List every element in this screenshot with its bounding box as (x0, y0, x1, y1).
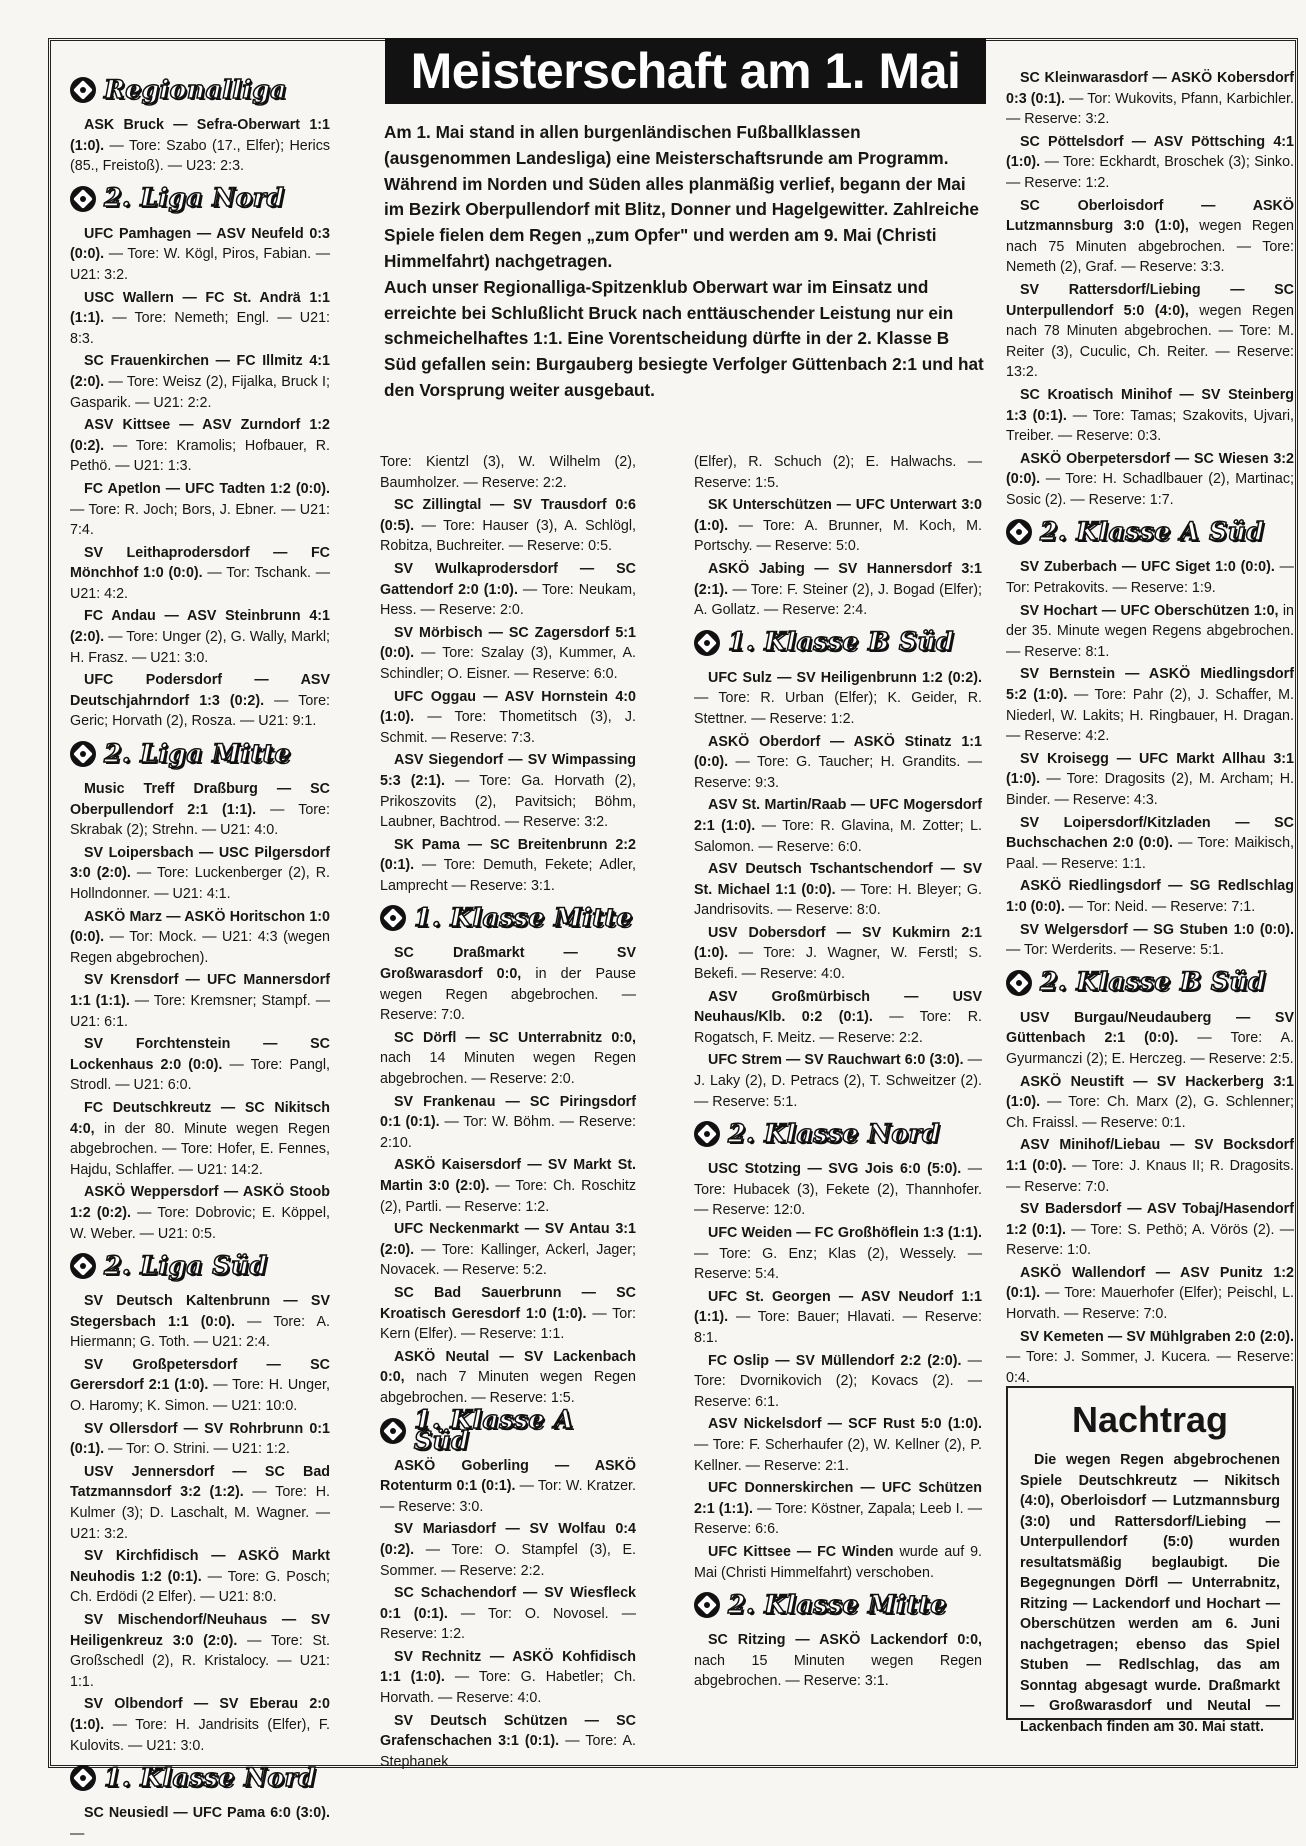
match-details: — Tore: S. Pethö; A. Vörös (2). — Reserve: 1:0. (1006, 1221, 1294, 1259)
football-icon (694, 630, 720, 656)
match-result (380, 1155, 636, 1217)
match-teams-score: ASKÖ Kaisersdorf — SV Markt St. Martin 3:0 (2:0). (380, 1157, 636, 1194)
match-details: — Tore: Dvornikovich (2); Kovacs (2). — Reserve: 6:1. (694, 1352, 982, 1410)
match-details: — Tore: Kallinger, Ackerl, Jager; Novacek. — Reserve: 5:2. (380, 1241, 636, 1279)
match-teams-score: FC Deutschkreutz — SC Nikitsch 4:0, (70, 1099, 330, 1137)
match-result (380, 623, 636, 685)
match-details: — Tore: Thometitsch (3), J. Schmit. — Reserve: 7:3. (380, 709, 636, 746)
match-teams-score: UFC Donnerskirchen — UFC Schützen 2:1 (1:1). (694, 1480, 982, 1517)
match-teams-score: SV Kroisegg — UFC Markt Allhau 3:1 (1:0). (1006, 750, 1294, 788)
match-result (70, 1694, 330, 1756)
match-details: — Tore: H. Kulmer (3); D. Laschalt, M. Wagner. — U21: 3:2. (70, 1484, 330, 1542)
match-teams-score: ASK Bruck — Sefra-Oberwart 1:1 (1:0). (70, 117, 330, 154)
nachtrag-text: Die wegen Regen abgebrochenen Spiele Deutschkreutz — Nikitsch (4:0), Oberloisdorf — Lutzmannsburg (3:0) und Rattersdorf/Liebing — Unterpullendorf (5:0) wurden resultatsmäßig beglaubigt. Die Begegnungen Dörfl — Unterrabnitz, Ritzing — Lackendorf und Hochart — Oberschützen werden am 6. Juni nachgetragen; ebenso das Spiel Stuben — Redlschlag, das am Sonntag abgesagt wurde. Draßmarkt — Großwarasdorf und Neutal — Lackenbach finden am 30. Mai statt. (1020, 1452, 1280, 1735)
match-teams-score: Music Treff Draßburg — SC Oberpullendorf 2:1 (1:1). (70, 781, 330, 818)
match-details: — Tore: Pahr (2), J. Schaffer, M. Niederl, W. Lakits; H. Ringbauer, H. Dragan. — Reserve: 4:2. (1006, 687, 1294, 745)
match-details: — Tore: Luckenberger (2), R. Hollndonner. — U21: 4:1. (70, 865, 330, 902)
match-teams-score: ASV Nickelsdorf — SCF Rust 5:0 (1:0). (708, 1416, 982, 1433)
match-result (1006, 749, 1294, 811)
match-teams-score: SC Zillingtal — SV Trausdorf 0:6 (0:5). (380, 497, 636, 534)
match-result (380, 1092, 636, 1154)
match-teams-score: UFC Sulz — SV Heiligenbrunn 1:2 (0:2). (708, 669, 982, 686)
match-result (694, 668, 982, 730)
match-details: — Tore: Dragosits (2), M. Archam; H. Binder. — Reserve: 4:3. (1006, 771, 1294, 808)
match-teams-score: SC Frauenkirchen — FC Illmitz 4:1 (2:0). (70, 353, 330, 390)
section-header (380, 1404, 636, 1455)
match-details: — Tore: F. Scherhaufer (2), W. Kellner (2), P. Kellner. — Reserve: 2:1. (694, 1436, 982, 1474)
match-teams-score: ASKÖ Neustift — SV Hackerberg 3:1 (1:0). (1006, 1073, 1294, 1111)
match-teams-score: SV Kirchfidisch — ASKÖ Markt Neuhodis 1:2 (0:1). (70, 1548, 330, 1585)
match-teams-score: ASKÖ Oberpetersdorf — SC Wiesen 3:2 (0:0). (1006, 450, 1294, 488)
section-header (1006, 967, 1294, 999)
match-details: — Tore: G. Habetler; Ch. Horvath. — Reserve: 4:0. (380, 1669, 636, 1707)
match-details: — Tore: Pangl, Strodl. — U21: 6:0. (70, 1056, 331, 1094)
match-teams-score: UFC Kittsee — FC Winden (708, 1543, 894, 1560)
match-teams-score: ASV Großmürbisch — USV Neuhaus/Klb. 0:2 (0:1). (694, 988, 982, 1026)
section-header (694, 1589, 982, 1621)
match-result (694, 1630, 982, 1692)
match-teams-score: SK Pama — SC Breitenbrunn 2:2 (0:1). (380, 836, 636, 874)
match-teams-score: SC Neusiedl — UFC Pama 6:0 (3:0). (84, 1805, 330, 1822)
section-title: 2. Klasse A Süd (1040, 517, 1265, 547)
match-result (70, 115, 330, 177)
column-1 (70, 68, 330, 1846)
match-details: — Tore: R. Glavina, M. Zotter; L. Salomon. — Reserve: 6:0. (694, 817, 982, 855)
match-details: — Tore: R. Joch; Bors, J. Ebner. — U21: 7:4. (70, 501, 330, 539)
match-result (380, 495, 636, 557)
match-result (380, 943, 636, 1025)
match-details: — Tore: W. Kögl, Piros, Fabian. — U21: 3:2. (70, 246, 330, 283)
match-result (380, 835, 636, 897)
match-teams-score: SV Leithaprodersdorf — FC Mönchhof 1:0 (0:0). (70, 544, 330, 582)
match-teams-score: USC Stotzing — SVG Jois 6:0 (5:0). (708, 1161, 962, 1178)
match-teams-score: SV Forchtenstein — SC Lockenhaus 2:0 (0:0). (70, 1036, 330, 1073)
match-result (694, 1414, 982, 1476)
match-teams-score: SV Kemeten — SV Mühlgraben 2:0 (2:0). (1020, 1328, 1294, 1345)
match-result (1006, 1072, 1294, 1134)
match-details: wegen Regen nach 75 Minuten abgebrochen. — Tore: Nemeth (2), Graf. — Reserve: 3:3. (1006, 218, 1294, 276)
match-result (1006, 280, 1294, 383)
match-teams-score: ASKÖ Riedlingsdorf — SG Redlschlag 1:0 (0:0). (1006, 878, 1294, 915)
match-continued: Tore: Kientzl (3), W. Wilhelm (2), Baumholzer. — Reserve: 2:2. (380, 454, 636, 491)
football-icon (1006, 519, 1032, 545)
section-header (70, 738, 330, 770)
match-details: — Tore: A. Gyurmanczi (2); E. Herczeg. — Reserve: 2:5. (1006, 1030, 1294, 1067)
match-teams-score: SV Wulkaprodersdorf — SC Gattendorf 2:0 (1:0). (380, 560, 636, 598)
match-result (694, 859, 982, 921)
match-details: — Tore: Eckhardt, Broschek (3); Sinko. — Reserve: 1:2. (1006, 154, 1294, 191)
match-details: — Tore: G. Enz; Klas (2), Wessely. — Reserve: 5:4. (694, 1245, 982, 1283)
section-header (70, 183, 330, 215)
match-result (70, 606, 330, 668)
match-details: — Tor: Werderits. — Reserve: 5:1. (1006, 942, 1224, 959)
match-result (694, 1351, 982, 1413)
column-2 (380, 452, 636, 1774)
match-result (694, 559, 982, 621)
match-continued: (Elfer), R. Schuch (2); E. Halwachs. — Reserve: 1:5. (694, 454, 982, 491)
match-teams-score: ASV St. Martin/Raab — UFC Mogersdorf 2:1 (1:0). (694, 797, 982, 834)
column-4 (1006, 68, 1294, 1390)
football-icon (380, 905, 406, 931)
football-icon (70, 1765, 96, 1791)
match-details: — Tore: Geric; Horvath (2), Rosza. — U21: 9:1. (70, 692, 330, 730)
match-teams-score: SV Hochart — UFC Oberschützen 1:0, (1020, 602, 1279, 619)
match-teams-score: SV Loipersbach — USC Pilgersdorf 3:0 (2:0). (70, 844, 330, 882)
football-icon (70, 1253, 96, 1279)
match-result (380, 1283, 636, 1345)
match-details: — Tore: Hauser (3), A. Schlögl, Robitza, Buchreiter. — Reserve: 0:5. (380, 517, 636, 555)
match-teams-score: SC Kroatisch Minihof — SV Steinberg 1:3 (0:1). (1006, 386, 1294, 424)
match-result (380, 1219, 636, 1281)
match-result (70, 1419, 330, 1460)
section-title: 2. Liga Nord (104, 183, 285, 213)
match-teams-score: SV Großpetersdorf — SC Gerersdorf 2:1 (1:0). (70, 1356, 330, 1394)
football-icon (1006, 970, 1032, 996)
match-result (1006, 557, 1294, 598)
match-teams-score: SC Dörfl — SC Unterrabnitz 0:0, (394, 1029, 636, 1046)
match-details: — Tor: W. Böhm. — Reserve: 2:10. (380, 1114, 636, 1151)
match-teams-score: SV Mariasdorf — SV Wolfau 0:4 (0:2). (380, 1521, 636, 1558)
section-title: 1. Klasse B Süd (728, 627, 955, 657)
football-icon (694, 1121, 720, 1147)
section-header (694, 1118, 982, 1150)
match-result (694, 1287, 982, 1349)
match-result (70, 1355, 330, 1417)
match-details: — Tore: Hubacek (3), Fekete (2), Thannhofer. — Reserve: 12:0. (694, 1161, 982, 1219)
match-teams-score: ASV Deutsch Tschantschendorf — SV St. Michael 1:1 (0:0). (694, 861, 982, 898)
match-result (694, 987, 982, 1049)
match-details: — Tore: St. Großschedl (2), R. Kristalocy. — U21: 1:1. (70, 1632, 330, 1690)
match-details: nach 7 Minuten wegen Regen abgebrochen. — Reserve: 1:5. (380, 1369, 636, 1406)
match-result (1006, 132, 1294, 194)
match-details: — Tore: Szalay (3), Kummer, A. Schindler; O. Eisner. — Reserve: 6:0. (380, 645, 636, 682)
match-result (70, 843, 330, 905)
football-icon (70, 186, 96, 212)
match-result (70, 1098, 330, 1180)
match-teams-score: SV Welgersdorf — SG Stuben 1:0 (0:0). (1020, 921, 1294, 938)
match-result (70, 907, 330, 969)
match-teams-score: UFC Neckenmarkt — SV Antau 3:1 (2:0). (380, 1221, 636, 1258)
section-title: 1. Klasse Nord (104, 1762, 317, 1792)
match-result (1006, 813, 1294, 875)
match-teams-score: SV Badersdorf — ASV Tobaj/Hasendorf 1:2 (0:1). (1006, 1201, 1294, 1238)
match-result (380, 1347, 636, 1409)
football-icon (694, 1592, 720, 1618)
match-teams-score: SV Bernstein — ASKÖ Miedlingsdorf 5:2 (1:0). (1006, 666, 1294, 704)
match-result (1006, 601, 1294, 663)
match-result (380, 1711, 636, 1773)
football-icon (70, 77, 96, 103)
match-teams-score: SC Kleinwarasdorf — ASKÖ Kobersdorf 0:3 (0:1). (1006, 70, 1294, 107)
match-teams-score: USV Jennersdorf — SC Bad Tatzmannsdorf 3:2 (1:2). (70, 1463, 330, 1501)
nachtrag-title: Nachtrag (1071, 1399, 1229, 1440)
match-teams-score: ASKÖ Neutal — SV Lackenbach 0:0, (380, 1348, 636, 1386)
match-teams-score: ASKÖ Weppersdorf — ASKÖ Stoob 1:2 (0:2). (70, 1184, 330, 1221)
match-details: — Tore: Unger (2), G. Wally, Markl; H. Frasz. — U21: 3:0. (70, 629, 330, 666)
match-result (70, 1610, 330, 1692)
match-details: — (70, 1825, 85, 1842)
match-details: — Tore: Kremsner; Stampf. — U21: 6:1. (70, 992, 330, 1030)
match-details: — Tor: O. Novosel. — Reserve: 1:2. (380, 1605, 636, 1643)
match-result (70, 1291, 330, 1353)
match-result (694, 923, 982, 985)
match-details: — Tore: Ch. Roschitz (2), Partli. — Reserve: 1:2. (380, 1178, 637, 1215)
match-teams-score: UFC Pamhagen — ASV Neufeld 0:3 (0:0). (70, 225, 330, 263)
match-teams-score: SV Ollersdorf — SV Rohrbrunn 0:1 (0:1). (70, 1420, 330, 1458)
match-teams-score: SV Olbendorf — SV Eberau 2:0 (1:0). (70, 1696, 330, 1733)
section-header (70, 1762, 330, 1794)
match-result (694, 732, 982, 794)
match-details: — Tore: Tamas; Szakovits, Ujvari, Treiber. — Reserve: 0:3. (1006, 407, 1295, 445)
match-teams-score: ASV Kittsee — ASV Zurndorf 1:2 (0:2). (70, 417, 330, 454)
match-teams-score: UFC Podersdorf — ASV Deutschjahrndorf 1:3 (0:2). (70, 672, 330, 709)
section-title: 2. Liga Süd (104, 1250, 268, 1280)
match-details: — Tore: Neukam, Hess. — Reserve: 2:0. (380, 581, 636, 619)
match-result (694, 1478, 982, 1540)
match-details: — J. Laky (2), D. Petracs (2), T. Schweitzer (2). — Reserve: 5:1. (694, 1052, 982, 1110)
section-title: 2. Klasse Nord (728, 1118, 941, 1148)
match-details: — Tor: Wukovits, Pfann, Karbichler. — Reserve: 3:2. (1006, 90, 1294, 128)
match-details: — Tor: Petrakovits. — Reserve: 1:9. (1006, 559, 1294, 597)
match-result (70, 479, 330, 541)
match-teams-score: USV Dobersdorf — SV Kukmirn 2:1 (1:0). (694, 924, 982, 962)
match-result (694, 1050, 982, 1112)
match-details: — Tore: H. Unger, O. Haromy; K. Simon. — U21: 10:0. (70, 1377, 330, 1415)
match-teams-score: SV Mörbisch — SC Zagersdorf 5:1 (0:0). (380, 624, 636, 662)
match-details: — Tore: J. Wagner, W. Ferstl; S. Bekefi. — Reserve: 4:0. (694, 945, 982, 983)
match-teams-score: SV Mischendorf/Neuhaus — SV Heiligenkreuz 3:0 (2:0). (70, 1612, 330, 1649)
match-teams-score: ASV Minihof/Liebau — SV Bocksdorf 1:1 (0:0). (1006, 1137, 1294, 1174)
section-title: Regionalliga (104, 74, 287, 104)
match-result (1006, 664, 1294, 746)
match-result (70, 1462, 330, 1544)
match-result (70, 1034, 330, 1096)
section-header (70, 74, 330, 106)
match-result (380, 559, 636, 621)
match-details: — Tore: F. Steiner (2), J. Bogad (Elfer); A. Gollatz. — Reserve: 2:4. (694, 581, 982, 619)
match-details: — Tore: H. Schadlbauer (2), Martinac; Sosic (2). — Reserve: 1:7. (1006, 471, 1294, 508)
match-details: wegen Regen nach 78 Minuten abgebrochen. — Tore: M. Reiter (3), Cuculic, Ch. Reiter. — Reserve: 13:2. (1006, 302, 1294, 381)
match-teams-score: ASKÖ Goberling — ASKÖ Rotenturm 0:1 (0:1). (380, 1457, 636, 1495)
match-result (70, 543, 330, 605)
match-details: — Tore: Dobrovic; E. Köppel, W. Weber. — U21: 0:5. (70, 1204, 330, 1242)
match-result (70, 415, 330, 477)
match-teams-score: SV Loipersdorf/Kitzladen — SC Buchschachen 2:0 (0:0). (1006, 814, 1294, 852)
section-title: 1. Klasse A Süd (414, 1404, 574, 1455)
match-result (694, 1223, 982, 1285)
nachtrag-box (1006, 1386, 1294, 1735)
match-teams-score: SV Rechnitz — ASKÖ Kohfidisch 1:1 (1:0). (380, 1648, 636, 1686)
match-teams-score: SC Bad Sauerbrunn — SC Kroatisch Geresdorf 1:0 (1:0). (380, 1284, 636, 1322)
match-details: — Tore: G. Taucher; H. Grandits. — Reserve: 9:3. (694, 754, 982, 791)
match-teams-score: ASV Siegendorf — SV Wimpassing 5:3 (2:1). (380, 752, 636, 789)
match-teams-score: UFC Strem — SV Rauchwart 6:0 (3:0). (708, 1052, 964, 1069)
match-teams-score: SC Schachendorf — SV Wiesfleck 0:1 (0:1). (380, 1585, 636, 1622)
match-teams-score: UFC St. Georgen — ASV Neudorf 1:1 (1:1). (694, 1288, 982, 1326)
match-result (70, 670, 330, 732)
match-result (380, 1583, 636, 1645)
match-details: — Tore: Skrabak (2); Strehn. — U21: 4:0. (70, 801, 330, 839)
match-details: — Tore: Bauer; Hlavati. — Reserve: 8:1. (694, 1309, 982, 1346)
match-teams-score: FC Oslip — SV Müllendorf 2:2 (2:0). (708, 1352, 962, 1369)
match-result (70, 224, 330, 286)
match-result (70, 288, 330, 350)
match-result (1006, 920, 1294, 961)
football-icon (380, 1418, 406, 1444)
match-details: — Tor: Neid. — Reserve: 7:1. (1064, 898, 1256, 915)
match-details: — Tore: Mauerhofer (Elfer); Peischl, L. Horvath. — Reserve: 7:0. (1006, 1285, 1294, 1323)
match-details: — Tore: J. Sommer, J. Kucera. — Reserve: 0:4. (1006, 1349, 1294, 1386)
football-icon (70, 741, 96, 767)
match-result (1006, 876, 1294, 917)
match-result (1006, 1135, 1294, 1197)
headline: Meisterschaft am 1. Mai (385, 38, 986, 104)
match-details: — Tor: Tschank. — U21: 4:2. (70, 565, 331, 602)
match-details: — Tore: J. Knaus II; R. Dragosits. — Reserve: 7:0. (1006, 1157, 1295, 1195)
match-result (1006, 1008, 1294, 1070)
match-teams-score: SV Frankenau — SC Piringsdorf 0:1 (0:1). (380, 1093, 636, 1131)
section-header (694, 627, 982, 659)
match-result (1006, 1263, 1294, 1325)
match-teams-score: SC Oberloisdorf — ASKÖ Lutzmannsburg 3:0 (1:0), (1006, 197, 1294, 235)
lead-text (384, 120, 986, 404)
section-title: 2. Klasse B Süd (1040, 967, 1267, 997)
match-details: — Tor: Kern (Elfer). — Reserve: 1:1. (380, 1305, 636, 1343)
match-teams-score: FC Apetlon — UFC Tadten 1:2 (0:0). (84, 480, 330, 497)
match-details: — Tore: O. Stampfel (3), E. Sommer. — Reserve: 2:2. (380, 1541, 636, 1579)
match-result (380, 1028, 636, 1090)
match-details: — Tore: A. Hiermann; G. Toth. — U21: 2:4. (70, 1313, 330, 1351)
match-details: — Tore: R. Urban (Elfer); K. Geider, R. Stettner. — Reserve: 1:2. (694, 690, 982, 727)
match-teams-score: ASKÖ Jabing — SV Hannersdorf 3:1 (2:1). (694, 560, 982, 598)
match-teams-score: ASKÖ Oberdorf — ASKÖ Stinatz 1:1 (0:0). (694, 733, 982, 771)
match-details: — Tor: W. Kratzer. — Reserve: 3:0. (380, 1478, 637, 1515)
section-header (380, 902, 636, 934)
match-result (380, 687, 636, 749)
match-details: in der Pause wegen Regen abgebrochen. — Reserve: 7:0. (380, 966, 637, 1024)
match-details: — Tore: A. Stephanek (380, 1733, 636, 1770)
match-details: nach 14 Minuten wegen Regen abgebrochen. — Reserve: 2:0. (380, 1050, 636, 1088)
match-details: — Tore: Köstner, Zapala; Leeb I. — Reserve: 6:6. (694, 1500, 982, 1538)
match-result (70, 1182, 330, 1244)
match-result (70, 970, 330, 1032)
match-result (694, 495, 982, 557)
section-title: 2. Liga Mitte (104, 738, 291, 768)
match-teams-score: FC Andau — ASV Steinbrunn 4:1 (2:0). (70, 608, 330, 646)
column-3 (694, 452, 982, 1694)
match-teams-score: UFC Weiden — FC Großhöflein 1:3 (1:1). (708, 1225, 982, 1241)
match-details: — Tore: Ch. Marx (2), G. Schlenner; Ch. Fraissl. — Reserve: 0:1. (1006, 1094, 1294, 1131)
match-details: — Tore: G. Posch; Ch. Erdödi (2 Elfer). — U21: 8:0. (70, 1568, 330, 1606)
match-details: — Tore: H. Jandrisits (Elfer), F. Kulovits. — U21: 3:0. (70, 1716, 330, 1754)
match-teams-score: USC Wallern — FC St. Andrä 1:1 (1:1). (70, 289, 330, 327)
match-result (70, 779, 330, 841)
match-result (70, 351, 330, 413)
lead-paragraph: Am 1. Mai stand in allen burgenländischen Fußballklassen (ausgenommen Landesliga) eine Meisterschaftsrunde am Programm. Während im Norden und Süden alles planmäßig verlief, begann der Mai im Bezirk Oberpullendorf mit Blitz, Donner und Hagelgewitter. Zahlreiche Spiele fielen dem Regen „zum Opfer" und werden am 9. Mai (Christi Himmelfahrt) nachgetragen. (384, 122, 979, 271)
match-details: — Tore: Kramolis; Hofbauer, R. Pethö. — U21: 1:3. (70, 437, 330, 475)
match-details: nach 15 Minuten wegen Regen abgebrochen. — Reserve: 3:1. (694, 1652, 982, 1690)
match-details: — Tor: O. Strini. — U21: 1:2. (104, 1441, 290, 1458)
match-result (70, 1803, 330, 1844)
match-details: — Tore: Demuth, Fekete; Adler, Lamprecht — Reserve: 3:1. (380, 857, 636, 894)
match-result (380, 1647, 636, 1709)
match-teams-score: SV Deutsch Schützen — SC Grafenschachen 3:1 (0:1). (380, 1712, 636, 1750)
match-teams-score: ASKÖ Marz — ASKÖ Horitschon 1:0 (0:0). (70, 908, 330, 946)
match-result (1006, 449, 1294, 511)
match-teams-score: SV Krensdorf — UFC Mannersdorf 1:1 (1:1). (70, 972, 330, 1009)
section-header (70, 1250, 330, 1282)
match-teams-score: ASKÖ Wallendorf — ASV Punitz 1:2 (0:1). (1006, 1264, 1294, 1302)
match-teams-score: USV Burgau/Neudauberg — SV Güttenbach 2:1 (0:0). (1006, 1009, 1294, 1047)
match-details: — Tore: Ga. Horvath (2), Prikoszovits (2), Pavitsich; Böhm, Laubner, Bachtrod. — Reserve: 3:2. (380, 772, 637, 831)
match-result (1006, 1327, 1294, 1389)
match-teams-score: SV Rattersdorf/Liebing — SC Unterpullendorf 5:0 (4:0), (1006, 281, 1294, 319)
match-teams-score: SC Pöttelsdorf — ASV Pöttsching 4:1 (1:0). (1006, 133, 1294, 171)
match-result (380, 1456, 636, 1518)
lead-paragraph: Auch unser Regionalliga-Spitzenklub Oberwart war im Einsatz und erreichte bei Schlußlicht Bruck nach enttäuschender Leistung nur ein schmeichelhaftes 1:1. Eine Vorentscheidung dürfte in der 2. Klasse B Süd gefallen sein: Burgauberg besiegte Verfolger Güttenbach 2:1 und hat den Vorsprung weiter ausgebaut. (384, 276, 984, 400)
match-details: — Tore: Nemeth; Engl. — U21: 8:3. (70, 310, 330, 347)
match-details: — Tore: Weisz (2), Fijalka, Bruck I; Gasparik. — U21: 2:2. (70, 373, 330, 411)
match-details: wurde auf 9. Mai (Christi Himmelfahrt) verschoben. (694, 1543, 982, 1581)
match-result (1006, 385, 1294, 447)
match-teams-score: SK Unterschützen — UFC Unterwart 3:0 (1:0). (694, 497, 982, 534)
match-details: — Tore: Maikisch, Paal. — Reserve: 1:1. (1006, 835, 1294, 872)
match-details: in der 35. Minute wegen Regens abgebrochen. — Reserve: 8:1. (1006, 602, 1294, 660)
match-result (380, 750, 636, 832)
match-result (1006, 68, 1294, 130)
section-title: 1. Klasse Mitte (414, 903, 633, 933)
match-result (694, 795, 982, 857)
match-teams-score: SV Deutsch Kaltenbrunn — SV Stegersbach 1:1 (0:0). (70, 1293, 330, 1330)
match-details: — Tore: Szabo (17., Elfer); Herics (85., Freistoß). — U23: 2:3. (70, 137, 330, 175)
match-result (694, 1159, 982, 1221)
match-result (1006, 1199, 1294, 1261)
match-result (694, 1542, 982, 1583)
section-header (1006, 516, 1294, 548)
match-details: — Tore: H. Bleyer; G. Jandrisovits. — Reserve: 8:0. (694, 881, 982, 919)
match-teams-score: SC Draßmarkt — SV Großwarasdorf 0:0, (380, 945, 636, 983)
match-details: in der 80. Minute wegen Regen abgebrochen. — Tore: Hofer, E. Fennes, Hajdu, Schlaffer. — U21: 14:2. (70, 1120, 330, 1178)
match-teams-score: SV Zuberbach — UFC Siget 1:0 (0:0). (1020, 559, 1275, 576)
match-details: — Tor: Mock. — U21: 4:3 (wegen Regen abgebrochen). (70, 929, 330, 966)
match-result (380, 1519, 636, 1581)
section-title: 2. Klasse Mitte (728, 1589, 947, 1619)
match-details: — Tore: A. Brunner, M. Koch, M. Portschy. — Reserve: 5:0. (694, 517, 982, 555)
match-result (1006, 196, 1294, 278)
match-teams-score: SC Ritzing — ASKÖ Lackendorf 0:0, (708, 1632, 982, 1649)
match-result (70, 1546, 330, 1608)
match-details: — Tore: R. Rogatsch, F. Meitz. — Reserve: 2:2. (694, 1009, 982, 1046)
match-teams-score: UFC Oggau — ASV Hornstein 4:0 (1:0). (380, 688, 636, 726)
